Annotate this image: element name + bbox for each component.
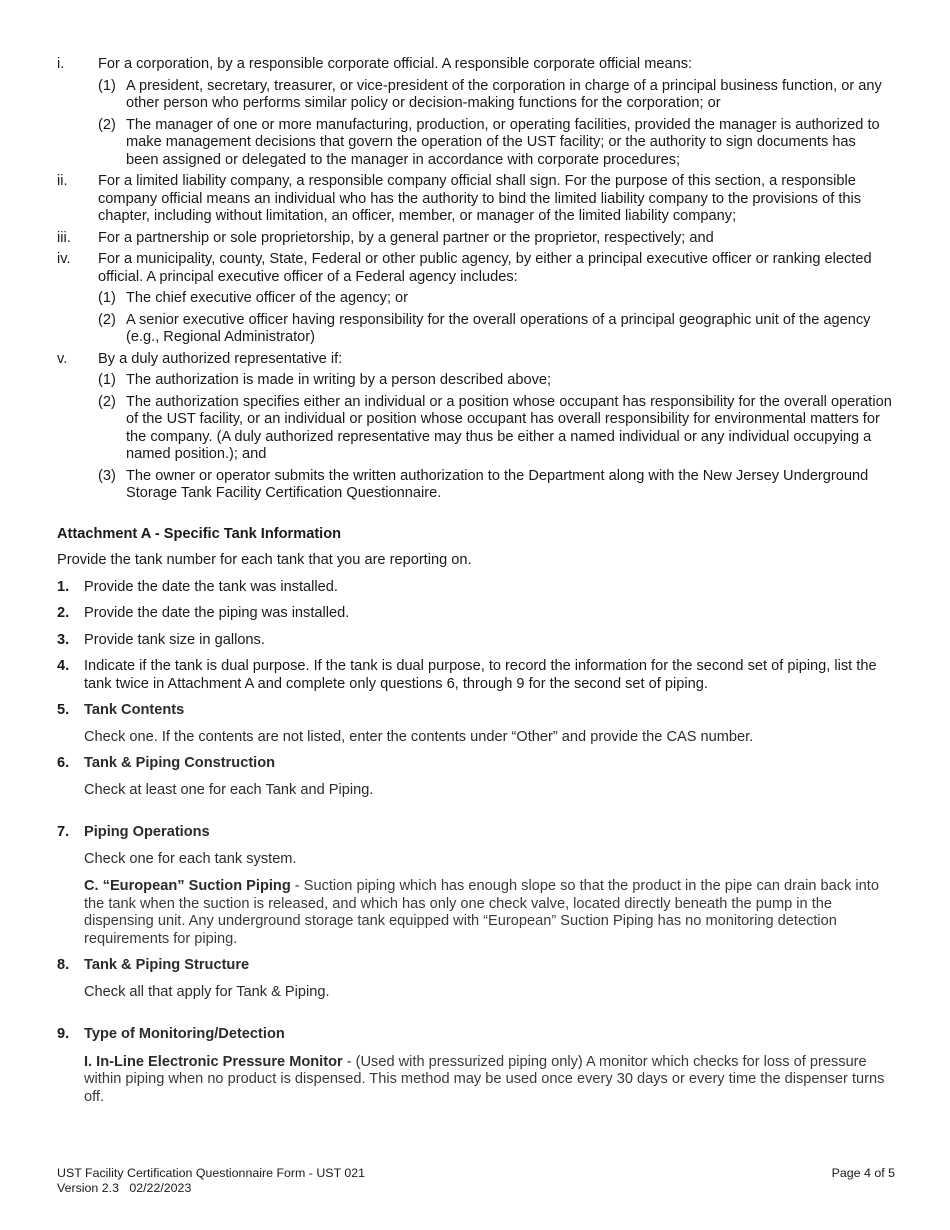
roman-marker: i. [57, 56, 65, 72]
sub-marker: (2) [98, 393, 116, 410]
footer-page-number: Page 4 of 5 [831, 1166, 895, 1180]
sub-item [98, 117, 892, 170]
section-title: Piping Operations [84, 824, 210, 840]
sub-item [98, 394, 892, 464]
item-number: 7. [57, 824, 70, 840]
item-number: 2. [57, 605, 70, 621]
section-title: Tank & Piping Structure [84, 957, 250, 973]
item-number: 3. [57, 631, 70, 648]
roman-item-v [57, 351, 892, 503]
page-footer [57, 1166, 895, 1196]
sub-marker: (1) [98, 372, 116, 388]
roman-item-iii [57, 230, 892, 248]
definition-paragraph [84, 878, 892, 948]
roman-text: For a corporation, by a responsible corporate official. A responsible corporate official means: [98, 56, 693, 72]
sub-text: The owner or operator submits the written authorization to the Department along with the New Jersey Underground Storage Tank Facility Certification Questionnaire. [126, 467, 869, 501]
sub-marker: (2) [98, 116, 116, 133]
sub-text: The authorization is made in writing by a person described above; [126, 372, 552, 388]
item-text: Provide the date the tank was installed. [84, 578, 338, 595]
section-body: Check at least one for each Tank and Piping. [84, 781, 374, 798]
roman-item-ii [57, 173, 892, 226]
numbered-item [57, 658, 892, 693]
roman-text: By a duly authorized representative if: [98, 350, 343, 367]
sub-marker: (3) [98, 467, 116, 484]
attachment-intro: Provide the tank number for each tank that you are reporting on. [57, 552, 472, 568]
definition-term: I. In-Line Electronic Pressure Monitor [84, 1053, 343, 1070]
section-tank-contents [57, 702, 892, 746]
sub-text: The authorization specifies either an individual or a position whose occupant has responsibility for the overall operation of the UST facility, or an individual or position whose occupant has overall responsibility for environmental matters for the company. (A duly authorized representative may thus be either a named individual or any individual occupying a named position.); and [126, 393, 892, 462]
item-number: 9. [57, 1026, 70, 1042]
footer-form-name: UST Facility Certification Questionnaire Form - UST 021 [57, 1166, 366, 1180]
sub-item [98, 468, 892, 503]
sub-text: A senior executive officer having responsibility for the overall operations of a principal geographic unit of the agency (e.g., Regional Administrator) [126, 311, 871, 345]
sub-item [98, 372, 892, 390]
page-content [57, 56, 892, 1106]
definition-paragraph [84, 1054, 892, 1107]
numbered-item [57, 605, 892, 623]
definition-term: C. “European” Suction Piping [84, 878, 291, 894]
attachment-heading: Attachment A - Specific Tank Information [57, 525, 342, 542]
item-text: Provide the date the piping was installed. [84, 605, 350, 621]
section-title: Tank Contents [84, 702, 185, 718]
sub-text: The manager of one or more manufacturing, production, or operating facilities, provided the manager is authorized to make management decisions that govern the operation of the UST facility; or the authority to sign documents has been assigned or delegated to the manager in accordance with corporate procedures; [126, 116, 880, 168]
item-number: 1. [57, 578, 70, 595]
roman-text: For a limited liability company, a responsible company official shall sign. For the purpose of this section, a responsible company official means an individual who has the authority to bind the limited liability company to the provisions of this chapter, including without limitation, an officer, member, or manager of the limited liability company; [98, 173, 862, 224]
sub-item [98, 290, 892, 308]
section-monitoring-detection [57, 1026, 892, 1106]
roman-item-iv [57, 251, 892, 347]
numbered-item [57, 632, 892, 650]
roman-text: For a partnership or sole proprietorship, by a general partner or the proprietor, respectively; and [98, 229, 714, 246]
item-text: Provide tank size in gallons. [84, 631, 265, 648]
sub-text: The chief executive officer of the agency; or [126, 290, 409, 306]
roman-marker: iii. [57, 229, 71, 246]
numbered-item [57, 579, 892, 597]
roman-text: For a municipality, county, State, Federal or other public agency, by either a principal executive officer or ranking elected official. A principal executive officer of a Federal agency includes: [98, 251, 872, 285]
section-body: Check all that apply for Tank & Piping. [84, 983, 330, 1000]
section-body: Check one. If the contents are not listed, enter the contents under “Other” and provide the CAS number. [84, 728, 754, 745]
item-number: 6. [57, 755, 70, 771]
sub-item [98, 78, 892, 113]
section-title: Type of Monitoring/Detection [84, 1026, 285, 1042]
roman-item-i [57, 56, 892, 169]
roman-marker: v. [57, 350, 68, 367]
definition-text: - Suction piping which has enough slope so that the product in the pipe can drain back into the tank when the suction is released, and which has only one check valve, located directly beneath the pump in the dispensing unit. Any underground storage tank equipped with “European” Suction Piping has no monitoring detection requirements for piping. [84, 878, 879, 947]
definition-text: - (Used with pressurized piping only) A monitor which checks for loss of pressure within piping when no product is dispensed. This method may be used once every 30 days or every time the dispenser turns off. [84, 1053, 885, 1105]
item-number: 4. [57, 658, 70, 674]
sub-item [98, 312, 892, 347]
item-text: Indicate if the tank is dual purpose. If the tank is dual purpose, to record the information for the second set of piping, list the tank twice in Attachment A and complete only questions 6, through 9 for the second set of piping. [84, 658, 877, 692]
section-body: Check one for each tank system. [84, 850, 297, 867]
sub-marker: (2) [98, 311, 116, 328]
section-tank-piping-construction [57, 755, 892, 799]
section-piping-operations [57, 824, 892, 948]
roman-marker: iv. [57, 251, 71, 267]
sub-text: A president, secretary, treasurer, or vice-president of the corporation in charge of a principal business function, or any other person who performs similar policy or decision-making functions for the corporation; or [126, 77, 882, 111]
sub-marker: (1) [98, 290, 116, 306]
sub-marker: (1) [98, 77, 116, 94]
section-tank-piping-structure [57, 957, 892, 1001]
roman-marker: ii. [57, 173, 68, 189]
section-title: Tank & Piping Construction [84, 755, 276, 771]
item-number: 8. [57, 957, 70, 973]
footer-version: Version 2.3 02/22/2023 [57, 1181, 192, 1195]
item-number: 5. [57, 702, 70, 718]
